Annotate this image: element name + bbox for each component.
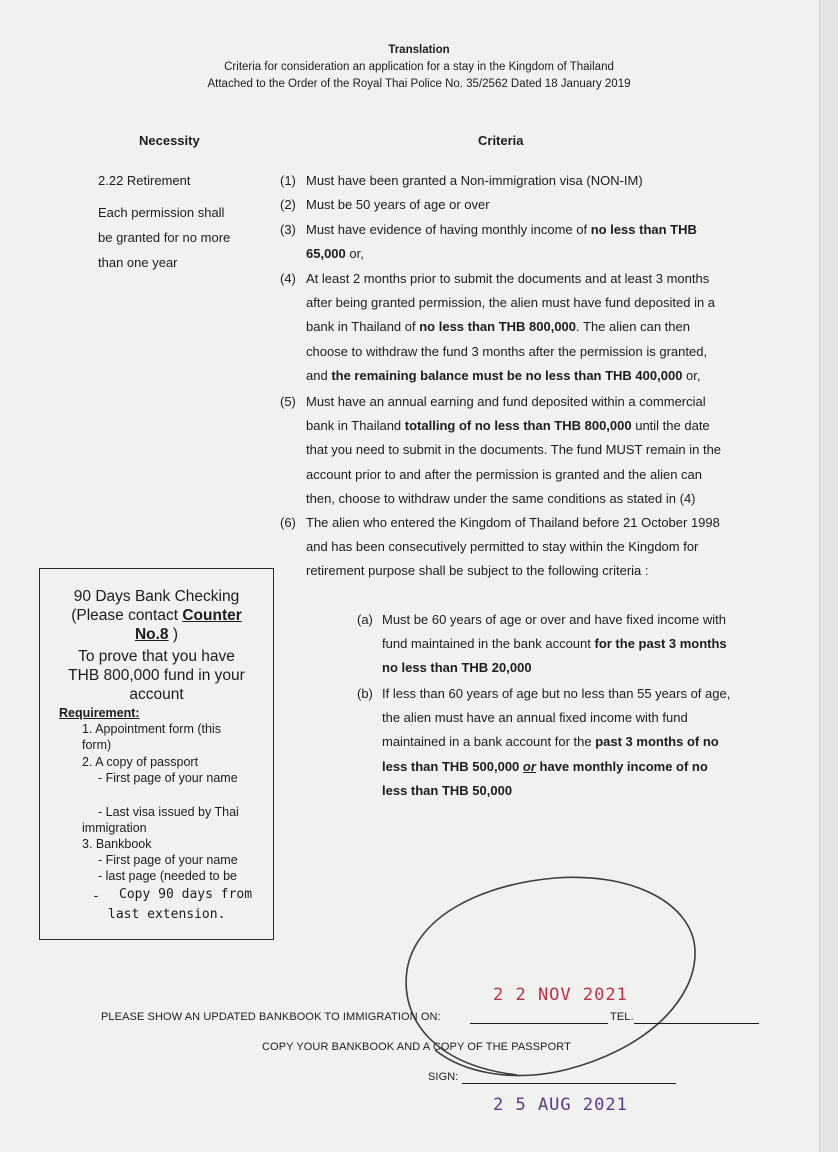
item-text: Must have evidence of having monthly income of no less than THB 65,000 or,	[306, 222, 697, 262]
item-text: Must be 50 years of age or over	[306, 197, 490, 212]
item-text: Must have been granted a Non-immigration visa (NON-IM)	[306, 173, 643, 188]
item-text: Must have an annual earning and fund deposited within a commercial bank in Thailand totalling of no less than THB 800,000 until the date that you need to submit in the documents. The fund MUST remain in the account prior to and after the permission is granted and the alien can then, choose to withdraw under the same conditions as stated in (4)	[306, 394, 722, 506]
show-bankbook-label: PLEASE SHOW AN UPDATED BANKBOOK TO IMMIGRATION ON:	[101, 1011, 441, 1023]
item-text: At least 2 months prior to submit the documents and at least 3 months after being granted permission, the alien must have fund deposited in a bank in Thailand of no less than THB 800,000. The alien can then choose to withdraw the fund 3 months after the permission is granted, and the remaining balance must be no less than THB 400,000 or,	[306, 271, 716, 383]
item-number: (1)	[280, 173, 296, 188]
handwritten-note: last extension.	[108, 907, 226, 922]
bank-checking-box	[39, 568, 274, 940]
item-number: (a)	[357, 612, 373, 627]
necessity-heading: Necessity	[139, 133, 200, 148]
handwritten-note: Copy 90 days from	[119, 887, 253, 902]
box-title: 90 Days Bank Checking	[73, 588, 240, 605]
requirement-item: 3. Bankbook	[82, 837, 152, 851]
requirement-item: form)	[82, 738, 112, 752]
requirement-item: 1. Appointment form (this	[82, 722, 221, 736]
doc-subtitle: Criteria for consideration an application for a stay in the Kingdom of Thailand	[224, 61, 614, 73]
necessity-line: than one year	[98, 255, 178, 270]
handwritten-dash: -	[92, 889, 100, 904]
sign-label: SIGN:	[428, 1071, 459, 1083]
requirement-subitem: immigration	[82, 821, 147, 835]
necessity-desc	[98, 200, 258, 275]
date-stamp-purple: 2 5 AUG 2021	[493, 1095, 628, 1115]
item-number: (5)	[280, 394, 296, 409]
header	[0, 42, 838, 93]
requirement-subitem: - Last visa issued by Thai	[98, 805, 239, 819]
requirement-label: Requirement:	[59, 706, 140, 720]
item-number: (b)	[357, 686, 373, 701]
item-text: The alien who entered the Kingdom of Thailand before 21 October 1998 and has been consecutively permitted to stay within the Kingdom for retirement purpose shall be subject to the following criteria :	[306, 515, 720, 579]
item-number: (6)	[280, 515, 296, 530]
copy-bankbook-label: COPY YOUR BANKBOOK AND A COPY OF THE PASSPORT	[262, 1041, 571, 1053]
item-number: (2)	[280, 197, 296, 212]
requirement-item: 2. A copy of passport	[82, 755, 199, 769]
item-number: (4)	[280, 271, 296, 286]
item-text: If less than 60 years of age but no less than 55 years of age, the alien must have an annual fixed income with fund maintained in a bank account for the past 3 months of no less than THB 500,000 or have monthly income of no less than THB 50,000	[382, 686, 731, 798]
criteria-heading: Criteria	[478, 133, 524, 148]
box-counter-line: No.8 )	[134, 626, 179, 643]
item-text: Must be 60 years of age or over and have fixed income with fund maintained in the bank account for the past 3 months no less than THB 20,000	[382, 612, 727, 676]
requirement-subitem: - First page of your name	[98, 771, 238, 785]
necessity-category: 2.22 Retirement	[98, 173, 191, 188]
date-line	[470, 1023, 608, 1024]
tel-line	[634, 1023, 759, 1024]
requirement-subitem: - First page of your name	[98, 853, 238, 867]
necessity-line: be granted for no more	[98, 230, 231, 245]
doc-title: Translation	[388, 44, 450, 56]
page-edge	[819, 0, 838, 1152]
item-number: (3)	[280, 222, 296, 237]
sign-line	[462, 1083, 676, 1084]
box-contact-line: (Please contact Counter	[71, 607, 242, 624]
requirement-subitem: - last page (needed to be	[98, 869, 237, 883]
box-line: To prove that you have	[78, 648, 235, 665]
date-stamp-red: 2 2 NOV 2021	[493, 985, 628, 1005]
necessity-line: Each permission shall	[98, 205, 225, 220]
box-line: THB 800,000 fund in your	[68, 667, 245, 684]
tel-label: TEL.	[610, 1011, 634, 1023]
doc-order-line: Attached to the Order of the Royal Thai Police No. 35/2562 Dated 18 January 2019	[207, 78, 631, 90]
box-line: account	[129, 686, 184, 703]
